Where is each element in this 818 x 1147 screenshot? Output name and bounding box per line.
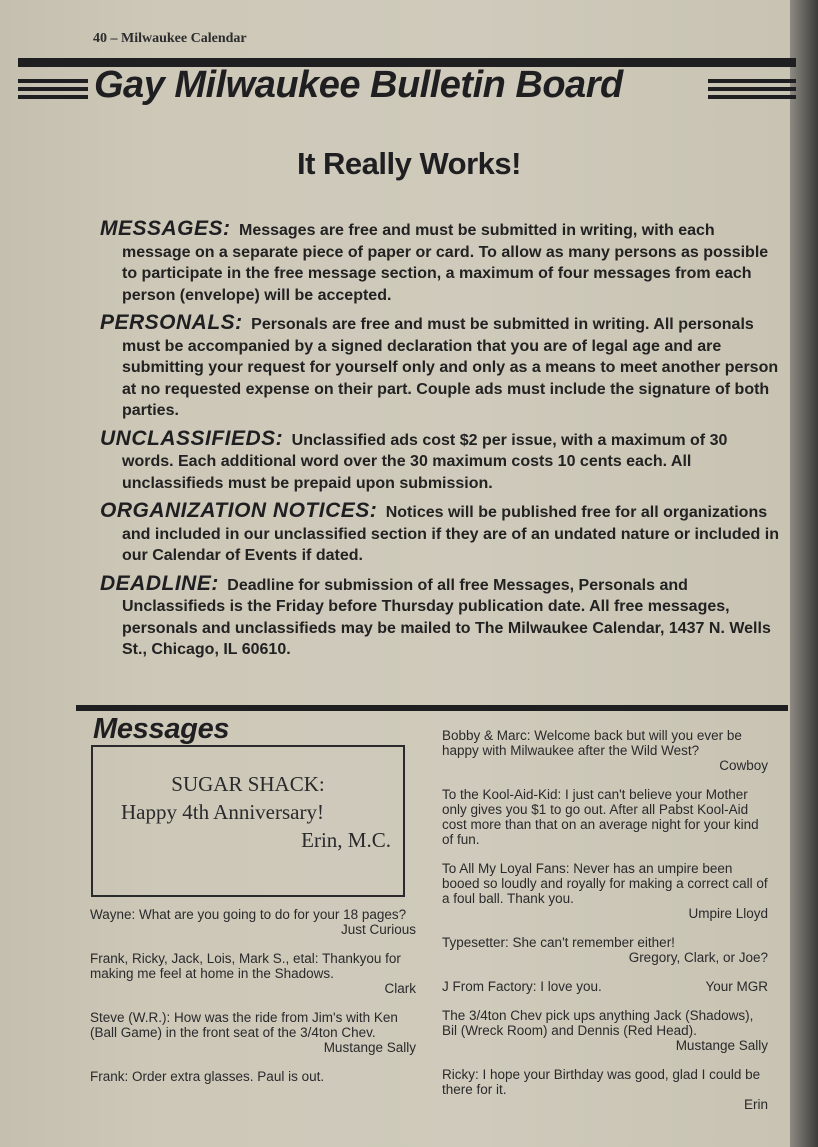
message-item — [90, 907, 416, 937]
subtitle: It Really Works! — [296, 146, 521, 181]
banner-right-stripe — [708, 79, 796, 83]
message-signature: Clark — [384, 981, 416, 996]
message-item — [442, 728, 768, 773]
message-text: Steve (W.R.): How was the ride from Jim's with Ken (Ball Game) in the front seat of the 3/4ton Chev. — [90, 1010, 398, 1040]
rule-organization-notices — [100, 500, 780, 567]
message-signature: Erin — [743, 1097, 768, 1112]
rule-heading: MESSAGES: — [100, 217, 231, 240]
message-signature: Your MGR — [705, 979, 768, 994]
banner-left-stripe — [18, 87, 88, 91]
rule-unclassifieds — [100, 428, 780, 495]
ad-signature: Erin, M.C. — [301, 828, 391, 852]
messages-left-column — [90, 713, 416, 1098]
message-item — [442, 861, 768, 921]
rule-text: Notices will be published free for all organizations and included in our unclassified section if they are of an undated nature or included in our Calendar of Events if dated. — [122, 504, 779, 564]
message-item — [442, 787, 768, 847]
rule-heading: PERSONALS: — [100, 311, 243, 334]
submission-rules — [100, 218, 780, 667]
message-item — [90, 1010, 416, 1055]
message-signature: Cowboy — [719, 758, 768, 773]
message-text: J From Factory: I love you. — [442, 979, 602, 994]
messages-right-column — [442, 728, 768, 1126]
message-signature: Mustange Sally — [323, 1040, 416, 1055]
message-text: Wayne: What are you going to do for your 18 pages? — [90, 907, 407, 922]
boxed-ad — [91, 745, 405, 897]
rule-text: Messages are free and must be submitted in writing, with each message on a separate piece of paper or card. To allow as many persons as possible to participate in the free message section, a maximum of four messages from each person (envelope) will be accepted. — [122, 222, 769, 304]
message-text: The 3/4ton Chev pick ups anything Jack (Shadows), Bil (Wreck Room) and Dennis (Red Head). — [442, 1008, 754, 1038]
banner-left-stripe — [18, 95, 88, 99]
message-text: To All My Loyal Fans: Never has an umpire been booed so loudly and royally for making a correct call of a foul ball. Thank you. — [442, 861, 768, 906]
message-signature: Mustange Sally — [675, 1038, 768, 1053]
rule-deadline — [100, 573, 780, 661]
rule-personals — [100, 312, 780, 422]
message-text: Frank: Order extra glasses. Paul is out. — [90, 1069, 325, 1084]
rule-heading: UNCLASSIFIEDS: — [100, 426, 284, 450]
running-head: 40 – Milwaukee Calendar — [93, 31, 247, 46]
banner-right-stripe — [708, 87, 796, 91]
message-item — [442, 935, 768, 965]
message-item — [90, 1069, 416, 1084]
message-signature: Umpire Lloyd — [688, 906, 768, 921]
banner-title: Gay Milwaukee Bulletin Board — [94, 64, 623, 106]
message-text: Ricky: I hope your Birthday was good, glad I could be there for it. — [442, 1067, 761, 1097]
rule-messages — [100, 218, 780, 306]
message-item — [442, 979, 768, 994]
message-item — [442, 1067, 768, 1112]
message-text: Frank, Ricky, Jack, Lois, Mark S., etal: Thankyou for making me feel at home in the Shadows. — [90, 951, 401, 981]
message-text: Bobby & Marc: Welcome back but will you ever be happy with Milwaukee after the Wild West? — [442, 728, 742, 758]
rule-text: Deadline for submission of all free Messages, Personals and Unclassifieds is the Friday before Thursday publication date. All free messages, personals and unclassifieds may be mailed to The Milwaukee Calendar, 1437 N. Wells St., Chicago, IL 60610. — [122, 576, 771, 658]
rule-text: Unclassified ads cost $2 per issue, with a maximum of 30 words. Each additional word over the 30 maximum costs 10 cents each. All unclassifieds must be prepaid upon submission. — [122, 431, 728, 492]
rule-heading: DEADLINE: — [100, 571, 219, 595]
banner-left-stripe — [18, 79, 88, 83]
messages-heading: Messages — [93, 713, 230, 745]
ad-line: SUGAR SHACK: — [171, 772, 325, 796]
banner-right-stripe — [708, 95, 796, 99]
message-signature: Gregory, Clark, or Joe? — [628, 950, 768, 965]
message-text: Typesetter: She can't remember either! — [442, 935, 675, 950]
section-divider — [76, 705, 788, 711]
rule-heading: ORGANIZATION NOTICES: — [100, 499, 378, 522]
bulletin-board-banner — [18, 58, 796, 108]
rule-text: Personals are free and must be submitted in writing. All personals must be accompanied by a signed declaration that you are of legal age and are submitting your request for yourself only and only as a means to meet another person at no requested expense on their part. Couple ads must include the signature of both parties. — [122, 316, 779, 419]
ad-line: Happy 4th Anniversary! — [121, 800, 324, 824]
message-text: To the Kool-Aid-Kid: I just can't believe your Mother only gives you $1 to go out. After all Pabst Kool-Aid cost more than that on an average night for your kind of fun. — [442, 787, 759, 847]
message-item — [442, 1008, 768, 1053]
message-item — [90, 951, 416, 996]
message-signature: Just Curious — [340, 922, 416, 937]
